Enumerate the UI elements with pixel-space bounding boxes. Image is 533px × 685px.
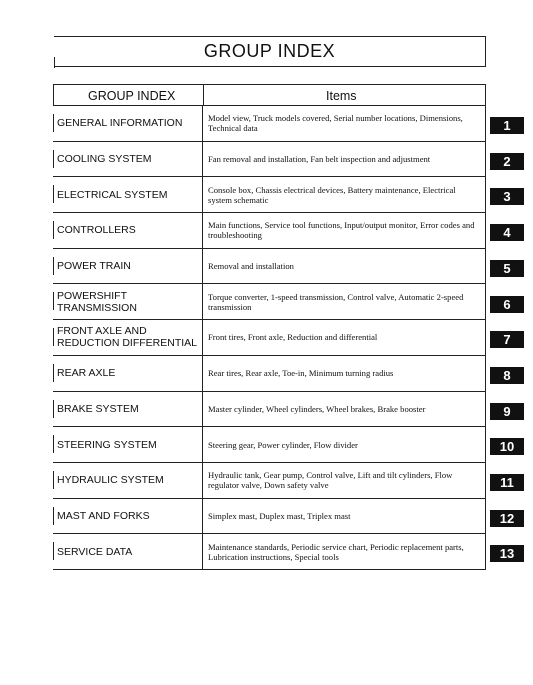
group-items — [208, 213, 481, 248]
group-items-text: Maintenance standards, Periodic service chart, Periodic replacement parts, Lubrication instructions, Special tools — [208, 541, 464, 562]
table-row — [53, 392, 486, 428]
row-left-tick — [53, 364, 54, 382]
row-left-tick — [53, 435, 54, 453]
group-name[interactable] — [57, 284, 202, 319]
section-tab[interactable]: 11 — [490, 474, 524, 491]
group-items-text: Steering gear, Power cylinder, Flow divider — [208, 439, 358, 450]
group-items-text: Torque converter, 1-speed transmission, Control valve, Automatic 2-speed transmission — [208, 291, 464, 312]
group-name[interactable] — [57, 213, 202, 248]
group-name[interactable] — [57, 106, 202, 141]
header-items: Items — [326, 89, 357, 103]
column-divider — [202, 427, 203, 462]
group-name-text: REAR AXLE — [57, 367, 116, 380]
row-left-tick — [53, 542, 54, 560]
section-tab[interactable]: 10 — [490, 438, 524, 455]
table-row — [53, 320, 486, 356]
group-index-table — [53, 84, 486, 570]
group-name-text: ELECTRICAL SYSTEM — [57, 188, 168, 201]
group-items — [208, 427, 481, 462]
table-row — [53, 177, 486, 213]
section-tab[interactable]: 5 — [490, 260, 524, 277]
table-row — [53, 284, 486, 320]
section-tab[interactable]: 2 — [490, 153, 524, 170]
group-name-text: CONTROLLERS — [57, 224, 136, 237]
title-underline — [54, 66, 486, 67]
column-divider — [202, 106, 203, 141]
column-divider — [202, 534, 203, 569]
group-name[interactable] — [57, 534, 202, 569]
group-items — [208, 534, 481, 569]
group-items — [208, 392, 481, 427]
column-divider — [202, 463, 203, 498]
row-left-tick — [53, 114, 54, 132]
table-row — [53, 499, 486, 535]
group-name[interactable] — [57, 356, 202, 391]
table-row — [53, 463, 486, 499]
section-tab[interactable]: 12 — [490, 510, 524, 527]
group-items — [208, 320, 481, 355]
table-body — [53, 106, 486, 570]
table-header — [53, 84, 486, 106]
row-left-tick — [53, 257, 54, 275]
row-left-tick — [53, 221, 54, 239]
group-items — [208, 142, 481, 177]
table-row — [53, 249, 486, 285]
group-items-text: Model view, Truck models covered, Serial number locations, Dimensions, Technical data — [208, 113, 463, 134]
group-items-text: Master cylinder, Wheel cylinders, Wheel brakes, Brake booster — [208, 403, 426, 414]
table-row — [53, 356, 486, 392]
group-items-text: Console box, Chassis electrical devices, Battery maintenance, Electrical system schematic — [208, 184, 456, 205]
group-name-text: SERVICE DATA — [57, 545, 133, 558]
title-box — [54, 36, 486, 66]
page-title: GROUP INDEX — [203, 41, 336, 61]
header-divider — [203, 85, 204, 105]
section-tab[interactable]: 9 — [490, 403, 524, 420]
section-tab[interactable]: 7 — [490, 331, 524, 348]
group-items-text: Fan removal and installation, Fan belt inspection and adjustment — [208, 154, 431, 165]
group-name[interactable] — [57, 427, 202, 462]
table-row — [53, 106, 486, 142]
header-group-index: GROUP INDEX — [88, 89, 176, 103]
group-items-text: Removal and installation — [208, 261, 294, 272]
group-name-text: BRAKE SYSTEM — [57, 402, 139, 415]
group-items-text: Front tires, Front axle, Reduction and differential — [208, 332, 378, 343]
group-items-text: Hydraulic tank, Gear pump, Control valve, Lift and tilt cylinders, Flow regulator valve, Down safety valve — [208, 470, 453, 491]
row-left-tick — [53, 471, 54, 489]
group-items-text: Simplex mast, Duplex mast, Triplex mast — [208, 510, 351, 521]
group-items — [208, 106, 481, 141]
table-row — [53, 534, 486, 570]
row-left-tick — [53, 185, 54, 203]
row-left-tick — [53, 400, 54, 418]
group-name-text: MAST AND FORKS — [57, 509, 150, 522]
column-divider — [202, 249, 203, 284]
group-name-text: HYDRAULIC SYSTEM — [57, 474, 164, 487]
section-tab[interactable]: 4 — [490, 224, 524, 241]
group-items — [208, 249, 481, 284]
column-divider — [202, 356, 203, 391]
group-name-text: STEERING SYSTEM — [57, 438, 157, 451]
group-name-text: GENERAL INFORMATION — [57, 117, 183, 130]
group-name[interactable] — [57, 463, 202, 498]
group-name[interactable] — [57, 499, 202, 534]
column-divider — [202, 320, 203, 355]
table-row — [53, 213, 486, 249]
group-name-text: POWER TRAIN — [57, 260, 131, 273]
group-name[interactable] — [57, 320, 202, 355]
group-items — [208, 499, 481, 534]
section-tab[interactable]: 13 — [490, 545, 524, 562]
group-name[interactable] — [57, 142, 202, 177]
column-divider — [202, 142, 203, 177]
group-items — [208, 284, 481, 319]
group-items-text: Rear tires, Rear axle, Toe-in, Minimum turning radius — [208, 368, 394, 379]
section-tab[interactable]: 8 — [490, 367, 524, 384]
column-divider — [202, 284, 203, 319]
group-items — [208, 177, 481, 212]
row-left-tick — [53, 150, 54, 168]
group-name[interactable] — [57, 177, 202, 212]
group-name[interactable] — [57, 249, 202, 284]
group-name[interactable] — [57, 392, 202, 427]
group-items-text: Main functions, Service tool functions, Input/output monitor, Error codes and troubleshooting — [208, 220, 475, 241]
row-left-tick — [53, 328, 54, 346]
column-divider — [202, 177, 203, 212]
table-row — [53, 427, 486, 463]
table-row — [53, 142, 486, 178]
column-divider — [202, 499, 203, 534]
group-items — [208, 356, 481, 391]
group-name-text: COOLING SYSTEM — [57, 153, 152, 166]
row-left-tick — [53, 507, 54, 525]
section-tab[interactable]: 1 — [490, 117, 524, 134]
section-tab[interactable]: 6 — [490, 296, 524, 313]
group-name-text: POWERSHIFT TRANSMISSION — [57, 289, 137, 314]
group-items — [208, 463, 481, 498]
group-name-text: FRONT AXLE AND REDUCTION DIFFERENTIAL — [57, 325, 198, 350]
section-tab[interactable]: 3 — [490, 188, 524, 205]
row-left-tick — [53, 292, 54, 310]
column-divider — [202, 213, 203, 248]
column-divider — [202, 392, 203, 427]
